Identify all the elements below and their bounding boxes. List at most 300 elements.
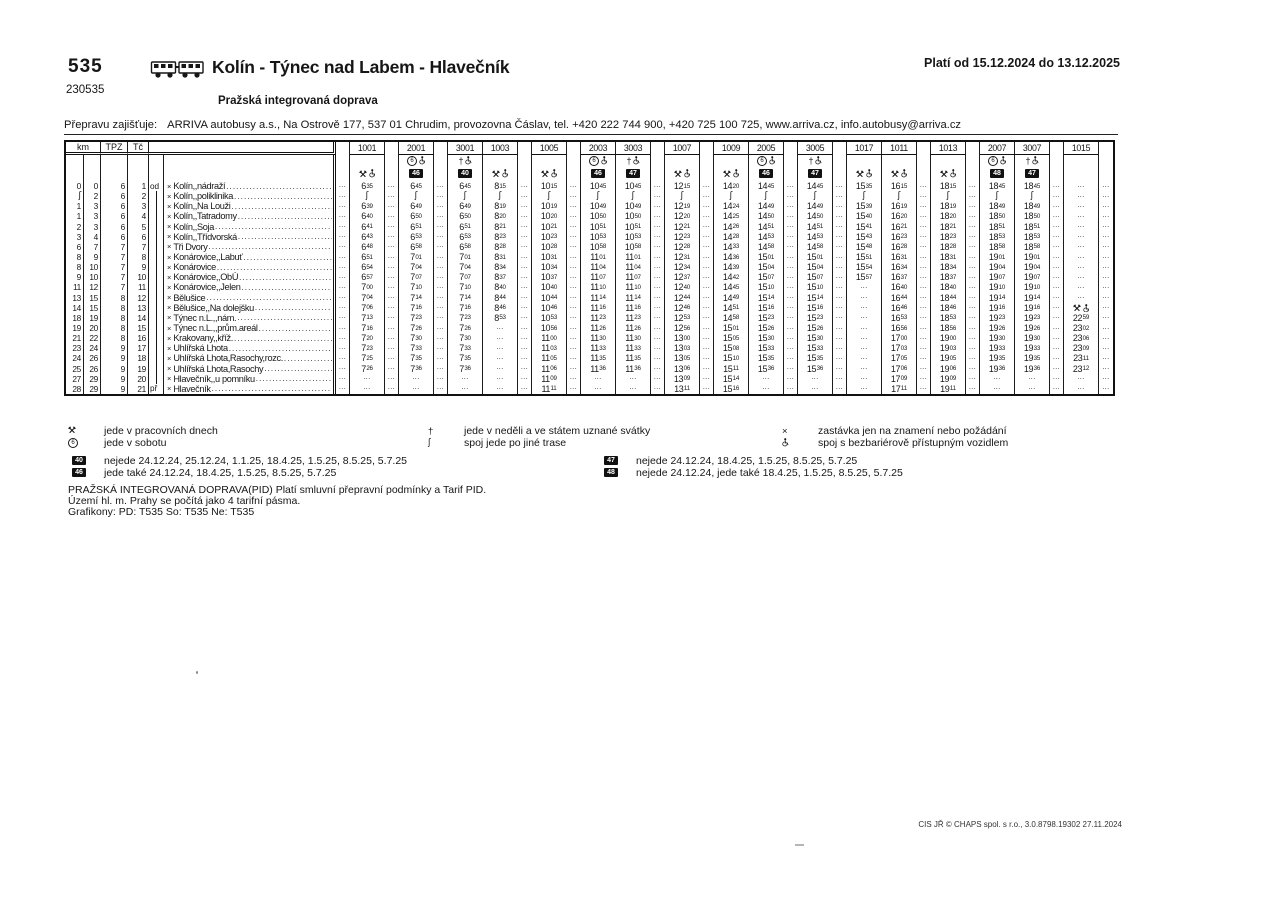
wave-icon: ʃ xyxy=(547,191,551,202)
km-cell: 13 xyxy=(66,293,84,303)
cross-icon: × xyxy=(167,374,172,384)
sep-cell xyxy=(434,181,448,191)
time-cell xyxy=(616,303,651,313)
sep-cell xyxy=(651,211,665,221)
no-service-dots: ... xyxy=(968,323,977,331)
time-minute: 39 xyxy=(865,202,873,210)
time-hour: 11 xyxy=(625,333,634,344)
time-cell xyxy=(1064,262,1099,272)
trip-number-cell: 1009 xyxy=(714,142,749,155)
scan-speck xyxy=(196,671,198,674)
no-service-dots: ... xyxy=(520,242,529,250)
km-cell: 9 xyxy=(84,252,101,262)
note-badge: 47 xyxy=(1025,169,1040,178)
time-minute: 13 xyxy=(366,314,373,322)
time-minute: 50 xyxy=(634,212,642,220)
time-minute: 33 xyxy=(816,344,824,352)
time-hour: 11 xyxy=(625,312,634,323)
sep-cell xyxy=(1099,222,1113,232)
no-service-dots: ... xyxy=(1077,282,1085,290)
stop-name-cell xyxy=(164,201,336,211)
time-minute: 44 xyxy=(949,294,957,302)
time-hour: 15 xyxy=(722,323,733,334)
table-row xyxy=(66,166,1113,181)
time-cell xyxy=(847,272,882,282)
trip-number-cell: 3005 xyxy=(798,142,833,155)
time-hour: 18 xyxy=(1023,231,1034,242)
footnote-badge-wrap xyxy=(68,456,90,465)
time-minute: 54 xyxy=(366,263,373,271)
time-hour: 7 xyxy=(410,272,415,283)
wave-icon: ʃ xyxy=(764,191,768,202)
wave-icon: ʃ xyxy=(862,191,866,202)
stop-name-cell xyxy=(164,303,336,313)
dagger-icon: † xyxy=(808,155,814,166)
no-service-dots: ... xyxy=(629,374,637,382)
legend-symbol xyxy=(428,426,458,437)
no-service-dots: ... xyxy=(919,272,928,280)
time-hour: 12 xyxy=(673,262,684,273)
tpz-cell: 9 xyxy=(101,364,128,374)
route-line xyxy=(156,201,157,211)
time-hour: 10 xyxy=(624,221,635,232)
sep-cell xyxy=(336,374,350,384)
trip-note-cell xyxy=(980,166,1015,181)
sep-cell xyxy=(518,313,532,323)
time-minute: 49 xyxy=(732,294,740,302)
time-minute: 25 xyxy=(366,354,373,362)
no-service-dots: ... xyxy=(1052,313,1061,321)
time-minute: 51 xyxy=(464,223,471,231)
no-service-dots: ... xyxy=(1077,201,1085,209)
sep-cell xyxy=(917,303,931,313)
no-service-dots: ... xyxy=(569,343,578,351)
time-cell xyxy=(350,201,385,211)
time-cell xyxy=(847,252,882,262)
route-line xyxy=(156,303,157,313)
time-cell xyxy=(399,323,434,333)
time-hour: 12 xyxy=(673,181,684,192)
header-sep-cell xyxy=(833,142,847,155)
time-hour: 7 xyxy=(410,282,415,293)
no-service-dots: ... xyxy=(702,191,711,199)
tc-cell: 12 xyxy=(128,293,149,303)
time-hour: 14 xyxy=(722,211,733,222)
time-minute: 20 xyxy=(550,212,558,220)
time-minute: 11 xyxy=(1082,354,1089,362)
sep-cell xyxy=(651,252,665,262)
time-hour: 7 xyxy=(361,292,366,303)
km-cell: 1 xyxy=(66,201,84,211)
time-cell xyxy=(448,252,483,262)
stop-marker-cell xyxy=(149,293,164,303)
time-minute: 23 xyxy=(599,314,606,322)
col-header-stops xyxy=(149,142,336,155)
sep-cell xyxy=(1099,343,1113,353)
time-hour: 6 xyxy=(410,231,415,242)
sep-cell xyxy=(651,242,665,252)
stop-marker-cell xyxy=(149,364,164,374)
time-cell xyxy=(1015,201,1050,211)
time-cell xyxy=(1064,343,1099,353)
time-hour: 6 xyxy=(361,272,366,283)
time-minute: 10 xyxy=(767,283,775,291)
no-service-dots: ... xyxy=(860,303,868,311)
tc-cell: 17 xyxy=(128,343,149,353)
wave-icon: ʃ xyxy=(995,191,999,202)
circled-6-icon: 6 xyxy=(68,438,78,448)
no-service-dots: ... xyxy=(1102,191,1110,199)
cross-icon: × xyxy=(167,313,172,323)
no-service-dots: ... xyxy=(629,384,637,392)
time-hour: 6 xyxy=(459,201,464,212)
no-service-dots: ... xyxy=(1102,282,1110,290)
sep-cell xyxy=(700,242,714,252)
time-hour: 6 xyxy=(361,252,366,263)
no-service-dots: ... xyxy=(338,303,347,311)
time-hour: 10 xyxy=(540,282,551,293)
time-cell xyxy=(882,282,917,292)
time-minute: 16 xyxy=(1033,304,1041,312)
time-cell xyxy=(980,242,1015,252)
time-cell xyxy=(931,232,966,242)
sep-cell xyxy=(567,384,581,394)
time-cell xyxy=(448,333,483,343)
wheelchair-icon xyxy=(465,156,472,165)
time-cell xyxy=(665,262,700,272)
trip-note-cell xyxy=(1064,166,1099,181)
no-service-dots: ... xyxy=(860,323,868,331)
sep-cell xyxy=(336,211,350,221)
crossed-hammers-icon xyxy=(723,170,731,178)
time-hour: 11 xyxy=(590,262,599,273)
time-minute: 31 xyxy=(683,253,691,261)
time-cell xyxy=(532,323,567,333)
time-minute: 53 xyxy=(949,314,957,322)
time-cell xyxy=(1064,242,1099,252)
sep-cell xyxy=(434,303,448,313)
tpz-cell: 8 xyxy=(101,313,128,323)
km-cell: 14 xyxy=(66,303,84,313)
wheelchair-icon xyxy=(1032,156,1039,165)
time-hour: 14 xyxy=(757,201,768,212)
time-cell xyxy=(483,181,518,191)
sep-cell xyxy=(833,333,847,343)
sep-cell xyxy=(1050,201,1064,211)
sep-cell xyxy=(651,333,665,343)
sep-cell xyxy=(784,232,798,242)
tpz-cell: 8 xyxy=(101,303,128,313)
header-sep-cell xyxy=(567,155,581,166)
no-service-dots: ... xyxy=(786,211,795,219)
km-cell: 10 xyxy=(84,272,101,282)
time-cell xyxy=(1015,191,1050,201)
sep-cell xyxy=(434,222,448,232)
sep-cell xyxy=(917,374,931,384)
sep-cell xyxy=(567,272,581,282)
time-cell xyxy=(448,293,483,303)
time-minute: 51 xyxy=(732,304,740,312)
no-service-dots: ... xyxy=(496,353,504,361)
time-cell xyxy=(931,211,966,221)
header-blank-cell xyxy=(164,155,336,166)
time-hour: 10 xyxy=(624,231,635,242)
no-service-dots: ... xyxy=(835,242,844,250)
time-minute: 35 xyxy=(767,354,775,362)
time-hour: 11 xyxy=(541,343,550,354)
no-service-dots: ... xyxy=(387,293,396,301)
time-hour: 16 xyxy=(890,211,901,222)
time-hour: 7 xyxy=(410,333,415,344)
km-cell: 10 xyxy=(84,262,101,272)
sep-cell xyxy=(518,242,532,252)
time-cell xyxy=(1015,333,1050,343)
time-minute: 41 xyxy=(366,223,373,231)
note-badge: 46 xyxy=(72,468,87,477)
crossed-hammers-icon xyxy=(1073,304,1081,312)
stop-name: Kolín,,Soja xyxy=(173,221,214,232)
time-minute: 26 xyxy=(767,324,775,332)
no-service-dots: ... xyxy=(653,333,662,341)
time-cell xyxy=(532,211,567,221)
stop-name: Uhlířská Lhota,Rasochy xyxy=(173,363,264,374)
table-row xyxy=(66,313,1113,323)
time-cell xyxy=(980,252,1015,262)
crossed-hammers-icon xyxy=(359,170,367,178)
trip-day-symbol-cell xyxy=(616,155,651,166)
wave-icon: ʃ xyxy=(680,191,684,202)
route-line xyxy=(156,242,157,252)
no-service-dots: ... xyxy=(338,191,347,199)
time-cell xyxy=(581,262,616,272)
time-minute: 58 xyxy=(998,243,1006,251)
time-cell xyxy=(350,181,385,191)
time-minute: 35 xyxy=(634,354,641,362)
time-hour: 7 xyxy=(410,262,415,273)
no-service-dots: ... xyxy=(1052,232,1061,240)
time-hour: 16 xyxy=(890,292,901,303)
time-cell xyxy=(1015,313,1050,323)
table-row xyxy=(66,343,1113,353)
time-minute: 36 xyxy=(634,365,641,373)
time-cell xyxy=(399,201,434,211)
sep-cell xyxy=(434,364,448,374)
sep-cell xyxy=(385,323,399,333)
time-cell xyxy=(616,222,651,232)
time-cell xyxy=(616,191,651,201)
trip-note-cell xyxy=(532,166,567,181)
time-minute: 23 xyxy=(683,233,691,241)
time-minute: 10 xyxy=(732,354,740,362)
sep-cell xyxy=(336,343,350,353)
trip-number-cell: 1013 xyxy=(931,142,966,155)
sep-cell xyxy=(1050,211,1064,221)
time-cell xyxy=(847,211,882,221)
time-minute: 59 xyxy=(1082,314,1090,322)
time-cell xyxy=(483,222,518,232)
time-minute: 09 xyxy=(683,375,691,383)
sep-cell xyxy=(567,222,581,232)
operator-text: ARRIVA autobusy a.s., Na Ostrově 177, 537 01 Chrudim, provozovna Čáslav, tel. +420 222 744 900, +420 725 100 725, www.arriva.cz, info.autobusy@arriva.cz xyxy=(167,119,962,131)
time-minute: 45 xyxy=(732,283,740,291)
sep-cell xyxy=(336,384,350,394)
no-service-dots: ... xyxy=(786,201,795,209)
stop-name-cell xyxy=(164,293,336,303)
wave-icon: ʃ xyxy=(414,191,418,202)
time-cell xyxy=(350,211,385,221)
time-cell xyxy=(749,201,784,211)
sep-cell xyxy=(567,282,581,292)
tc-cell: 7 xyxy=(128,242,149,252)
time-cell xyxy=(1064,181,1099,191)
time-minute: 33 xyxy=(415,344,422,352)
time-hour: 7 xyxy=(410,302,415,313)
km-cell: 20 xyxy=(84,323,101,333)
time-cell xyxy=(798,262,833,272)
sep-cell xyxy=(917,201,931,211)
time-cell xyxy=(931,353,966,363)
time-hour: 7 xyxy=(459,312,464,323)
time-minute: 15 xyxy=(683,182,691,190)
time-minute: 23 xyxy=(499,233,506,241)
time-hour: 11 xyxy=(590,292,599,303)
wave-icon: ʃ xyxy=(946,191,950,202)
sep-cell xyxy=(1050,232,1064,242)
wave-icon: ʃ xyxy=(596,191,600,202)
time-hour: 12 xyxy=(673,252,684,263)
no-service-dots: ... xyxy=(1052,222,1061,230)
stop-name-cell xyxy=(164,343,336,353)
time-hour: 7 xyxy=(361,312,366,323)
tpz-cell: 6 xyxy=(101,181,128,191)
time-minute: 53 xyxy=(683,314,691,322)
stop-name-cell xyxy=(164,222,336,232)
sep-cell xyxy=(518,374,532,384)
time-minute: 36 xyxy=(1033,365,1041,373)
time-minute: 58 xyxy=(464,243,471,251)
time-hour: 10 xyxy=(540,211,551,222)
no-service-dots: ... xyxy=(387,191,396,199)
time-hour: 16 xyxy=(890,241,901,252)
time-cell xyxy=(399,282,434,292)
trip-number-cell: 1011 xyxy=(882,142,917,155)
no-service-dots: ... xyxy=(569,374,578,382)
time-cell xyxy=(665,364,700,374)
time-cell xyxy=(665,374,700,384)
header-sep-cell xyxy=(518,155,532,166)
time-cell xyxy=(980,303,1015,313)
table-row xyxy=(66,201,1113,211)
time-minute: 10 xyxy=(634,283,641,291)
header-sep-cell xyxy=(518,166,532,181)
time-cell xyxy=(350,262,385,272)
km-cell: 28 xyxy=(66,384,84,394)
time-minute: 11 xyxy=(732,365,739,373)
time-cell xyxy=(532,384,567,394)
time-cell xyxy=(1015,343,1050,353)
table-row xyxy=(66,364,1113,374)
time-cell xyxy=(448,313,483,323)
time-cell xyxy=(931,303,966,313)
tc-cell: 4 xyxy=(128,211,149,221)
time-cell xyxy=(665,282,700,292)
no-service-dots: ... xyxy=(1102,252,1110,260)
time-hour: 17 xyxy=(890,353,901,364)
no-service-dots: ... xyxy=(811,374,819,382)
trip-number-cell: 2007 xyxy=(980,142,1015,155)
sep-cell xyxy=(567,374,581,384)
sep-cell xyxy=(385,303,399,313)
time-minute: 10 xyxy=(464,283,471,291)
time-hour: 16 xyxy=(890,252,901,263)
no-service-dots: ... xyxy=(835,262,844,270)
trip-number-cell: 2005 xyxy=(749,142,784,155)
cross-icon: × xyxy=(167,272,172,282)
no-service-dots: ... xyxy=(338,323,347,331)
time-cell xyxy=(798,282,833,292)
time-hour: 12 xyxy=(673,312,684,323)
time-minute: 36 xyxy=(415,365,422,373)
no-service-dots: ... xyxy=(594,374,602,382)
stop-name: Kolín,,nádraží xyxy=(173,181,226,192)
no-service-dots: ... xyxy=(1077,262,1085,270)
time-cell xyxy=(665,242,700,252)
time-cell xyxy=(483,262,518,272)
sep-cell xyxy=(385,191,399,201)
no-service-dots: ... xyxy=(520,374,529,382)
sep-cell xyxy=(784,333,798,343)
no-service-dots: ... xyxy=(702,384,711,392)
cross-icon: × xyxy=(167,303,172,313)
trip-note-cell xyxy=(714,166,749,181)
no-service-dots: ... xyxy=(569,191,578,199)
stop-name: Uhlířská Lhota,Rasochy,rozc. xyxy=(173,353,283,364)
header-sep-cell xyxy=(1099,142,1113,155)
time-minute: 37 xyxy=(683,273,691,281)
time-minute: 51 xyxy=(599,223,607,231)
no-service-dots: ... xyxy=(520,232,529,240)
no-service-dots: ... xyxy=(436,282,445,290)
tpz-cell: 7 xyxy=(101,242,128,252)
time-cell xyxy=(483,242,518,252)
no-service-dots: ... xyxy=(968,252,977,260)
stop-marker-cell xyxy=(149,232,164,242)
time-cell xyxy=(581,374,616,384)
sep-cell xyxy=(651,303,665,313)
dot-leader xyxy=(238,212,332,221)
time-hour: 8 xyxy=(494,231,499,242)
time-cell xyxy=(665,191,700,201)
time-minute: 14 xyxy=(1033,294,1041,302)
trip-note-cell xyxy=(483,166,518,181)
time-hour: 16 xyxy=(890,201,901,212)
dot-leader xyxy=(212,384,332,393)
time-cell xyxy=(847,293,882,303)
time-cell xyxy=(882,303,917,313)
time-minute: 06 xyxy=(949,365,957,373)
wave-icon: ʃ xyxy=(631,191,635,202)
no-service-dots: ... xyxy=(1052,242,1061,250)
sep-cell xyxy=(1050,262,1064,272)
time-hour: 8 xyxy=(494,201,499,212)
no-service-dots: ... xyxy=(569,282,578,290)
time-cell xyxy=(665,303,700,313)
time-hour: 6 xyxy=(410,181,415,192)
table-row xyxy=(66,252,1113,262)
time-minute: 07 xyxy=(998,273,1006,281)
time-hour: 14 xyxy=(757,221,768,232)
time-hour: 6 xyxy=(361,231,366,242)
